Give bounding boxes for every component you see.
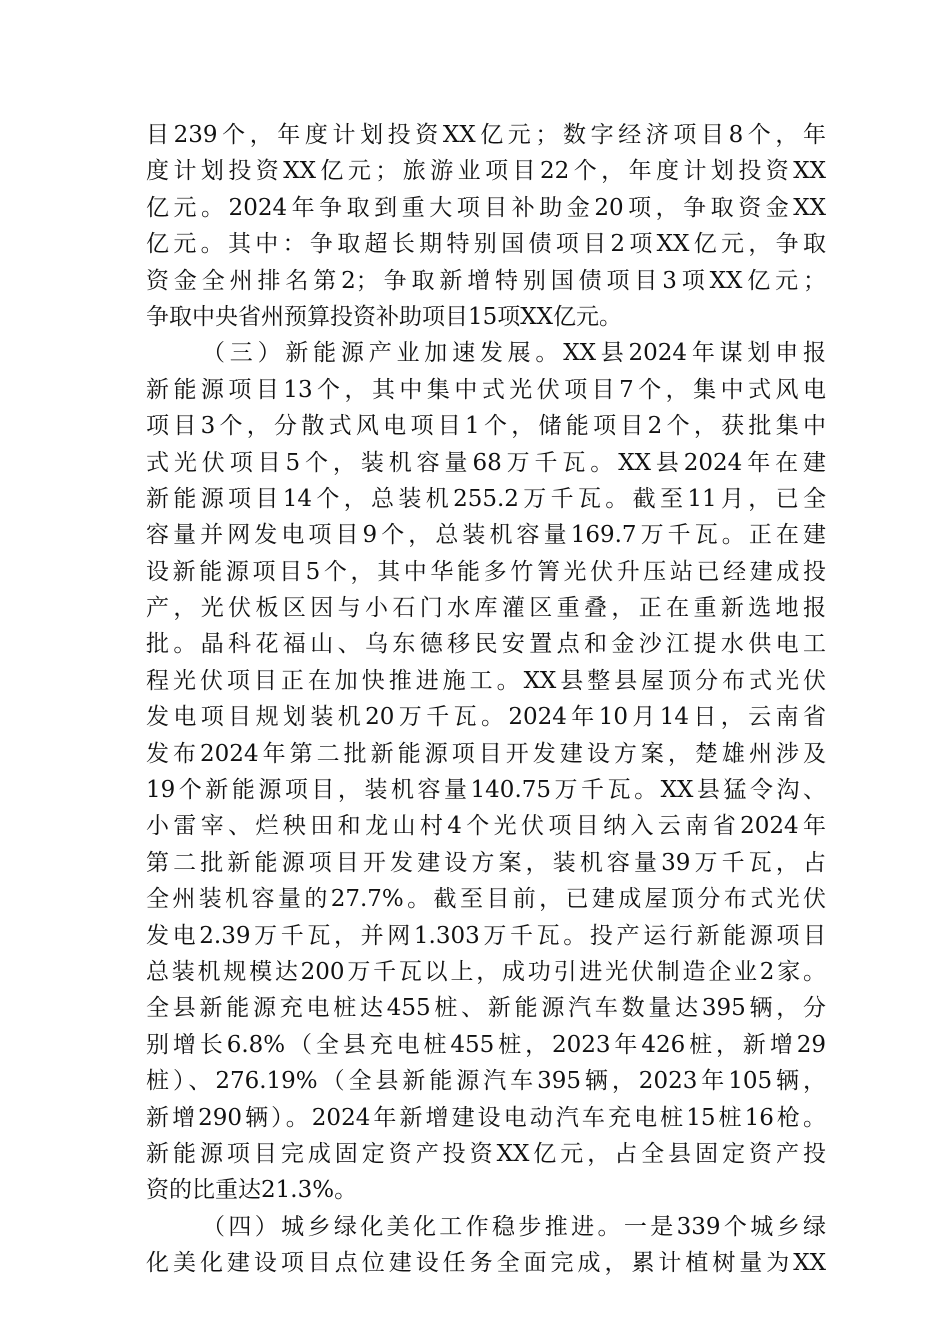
body-line: 发电2.39万千瓦，并网1.303万千瓦。投产运行新能源项目 xyxy=(146,922,826,949)
body-line: 设新能源项目5个，其中华能多竹箐光伏升压站已经建成投 xyxy=(146,558,826,585)
body-line: 目239个，年度计划投资XX亿元；数字经济项目8个，年 xyxy=(146,122,826,148)
body-line: 资金全州排名第2；争取新增特别国债项目3项XX亿元； xyxy=(146,267,826,294)
document-body xyxy=(146,117,826,1282)
body-line: 别增长6.8%（全县充电桩455桩，2023年426桩，新增29 xyxy=(146,1031,826,1058)
body-line: 发布2024年第二批新能源项目开发建设方案，楚雄州涉及 xyxy=(146,740,826,767)
body-line: 项目3个，分散式风电项目1个，储能项目2个，获批集中 xyxy=(146,413,826,440)
paragraph-end-line: 资的比重达21.3%。 xyxy=(146,1177,358,1204)
body-line: 式光伏项目5个，装机容量68万千瓦。XX县2024年在建 xyxy=(146,449,826,476)
body-line: 小雷宰、烂秧田和龙山村4个光伏项目纳入云南省2024年 xyxy=(146,813,826,840)
body-line: 化美化建设项目点位建设任务全面完成，累计植树量为XX xyxy=(146,1250,826,1277)
body-line: 新能源项目13个，其中集中式光伏项目7个，集中式风电 xyxy=(146,376,826,403)
body-line: 产，光伏板区因与小石门水库灌区重叠，正在重新选地报 xyxy=(146,595,826,622)
body-line: 发电项目规划装机20万千瓦。2024年10月14日，云南省 xyxy=(146,704,826,731)
body-line: 全州装机容量的27.7%。截至目前，已建成屋顶分布式光伏 xyxy=(146,886,826,913)
body-line: 亿元。2024年争取到重大项目补助金20项，争取资金XX xyxy=(146,194,826,221)
body-line: 容量并网发电项目9个，总装机容量169.7万千瓦。正在建 xyxy=(146,522,826,549)
paragraph-end-line: 争取中央省州预算投资补助项目15项XX亿元。 xyxy=(146,303,623,330)
body-line: 全县新能源充电桩达455桩、新能源汽车数量达395辆，分 xyxy=(146,995,826,1022)
body-line: 程光伏项目正在加快推进施工。XX县整县屋顶分布式光伏 xyxy=(146,667,826,694)
body-line: 新能源项目14个，总装机255.2万千瓦。截至11月，已全 xyxy=(146,485,826,512)
section-4-heading-line: （四）城乡绿化美化工作稳步推进。一是339个城乡绿 xyxy=(202,1213,826,1240)
body-line: 总装机规模达200万千瓦以上，成功引进光伏制造企业2家。 xyxy=(146,958,826,985)
body-line: 新能源项目完成固定资产投资XX亿元，占全县固定资产投 xyxy=(146,1140,826,1167)
body-line: 新增290辆）。2024年新增建设电动汽车充电桩15桩16枪。 xyxy=(146,1104,826,1131)
section-3-heading-line: （三）新能源产业加速发展。XX县2024年谋划申报 xyxy=(202,340,826,367)
body-line: 亿元。其中：争取超长期特别国债项目2项XX亿元，争取 xyxy=(146,231,826,258)
body-line: 19个新能源项目，装机容量140.75万千瓦。XX县猛令沟、 xyxy=(146,777,826,804)
body-line: 度计划投资XX亿元；旅游业项目22个，年度计划投资XX xyxy=(146,158,826,185)
body-line: 桩）、276.19%（全县新能源汽车395辆，2023年105辆， xyxy=(146,1068,826,1095)
body-line: 批。晶科花福山、乌东德移民安置点和金沙江提水供电工 xyxy=(146,631,826,658)
body-line: 第二批新能源项目开发建设方案，装机容量39万千瓦，占 xyxy=(146,849,826,876)
